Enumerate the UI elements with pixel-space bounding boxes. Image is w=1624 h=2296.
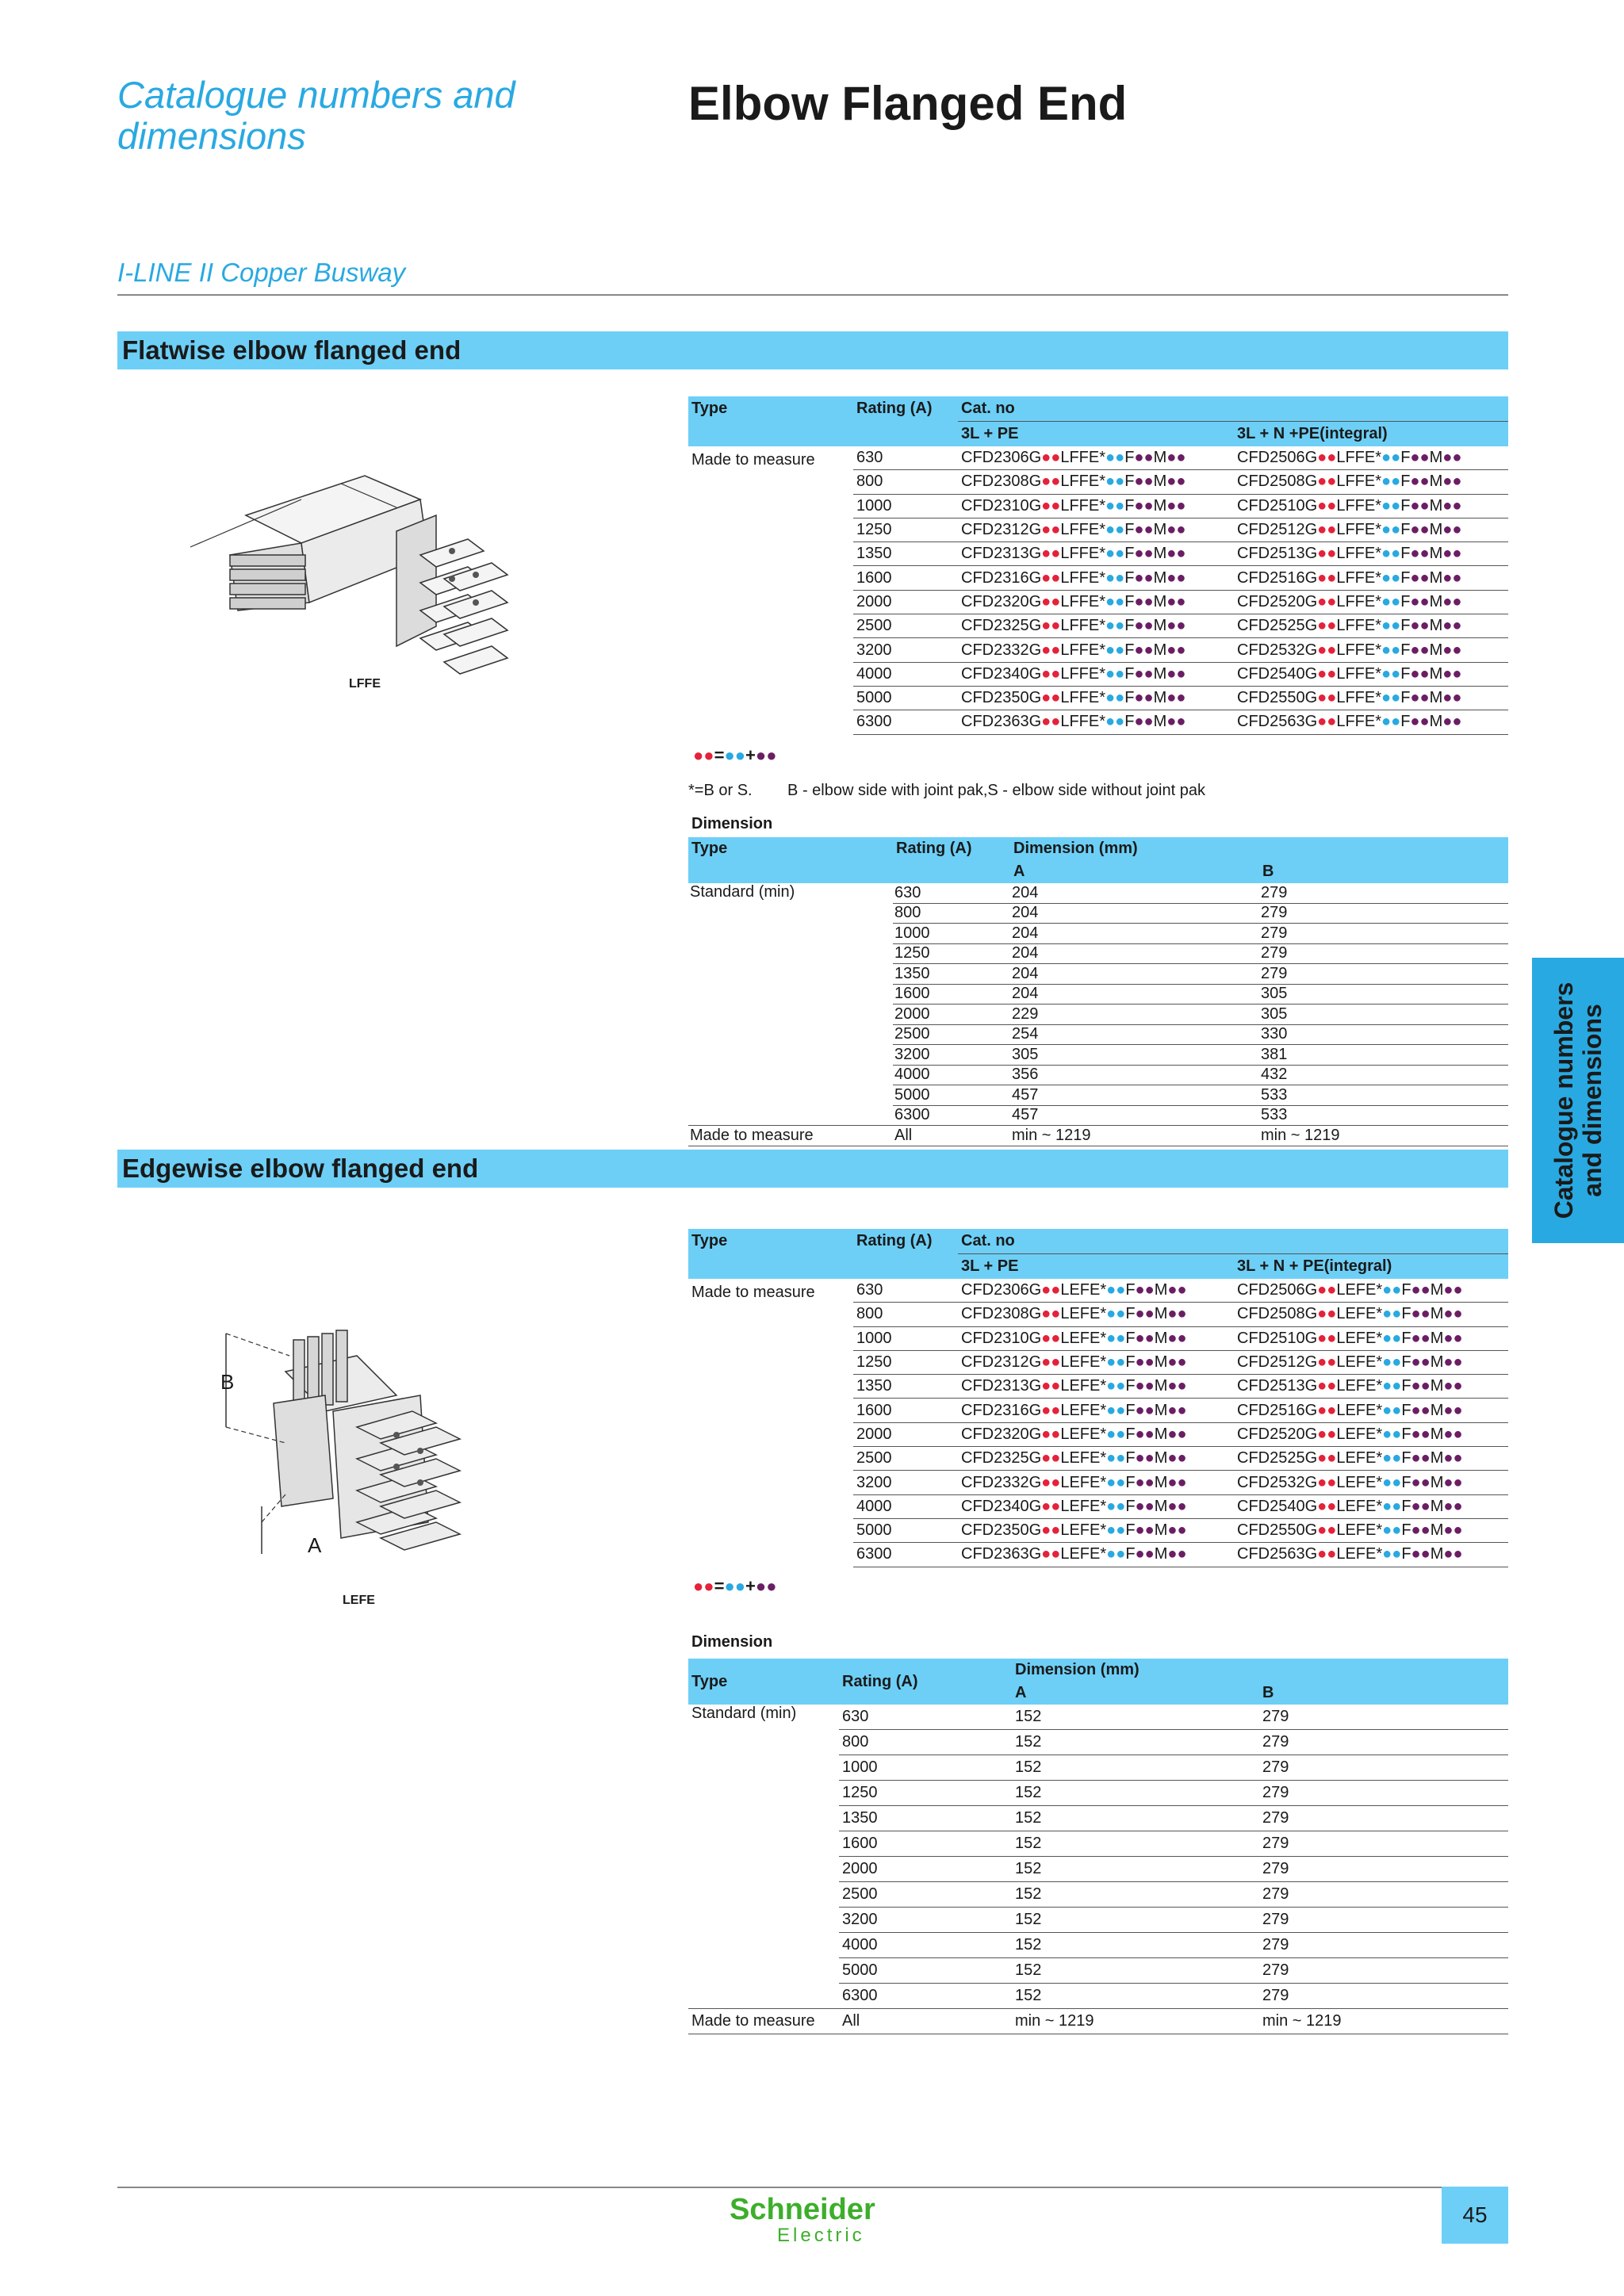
edgewise-elbow-drawing [214, 1324, 508, 1586]
rating-cell: 800 [853, 1303, 958, 1326]
rating-cell: 1600 [893, 984, 1010, 1004]
dim-a-cell: min ~ 1219 [1012, 2009, 1259, 2034]
dim-b-cell: 330 [1259, 1024, 1508, 1045]
rating-cell: 1000 [893, 924, 1010, 944]
catno-3l-pe-cell: CFD2320G●●LFFE*●●F●●M●● [958, 590, 1234, 614]
rating-cell: 4000 [893, 1065, 1010, 1085]
rating-cell: 800 [853, 470, 958, 494]
edgewise-catalogue-table: Type Rating (A) Cat. no 3L + PE 3L + N + PE(integral) Made to measure 630 CFD2306G●●LEFE*●●F●●M●● CFD2506G●●LEFE*●●F●●M●● 800 CFD2308G●●LEFE*●●F●●M●● CFD2508G●●LEFE*●●F●●M●● 1000 CFD2310G●●LEFE*●●F●●M●● CFD2510G●●LEFE*●●F●●M●● 1250 CFD2312G●●LEFE*●●F●●M●● CFD2512G●●LEFE*●●F●●M●● 1350 CFD2313G●●LEFE*●●F●●M●● CFD2513G●●LEFE*●●F●●M●● 1600 CFD2316G●●LEFE*●●F●●M●● CFD2516G●●LEFE*●●F●●M●● 2000 CFD2320G●●LEFE*●●F●●M●● CFD2520G●●LEFE*●●F●●M●● 2500 CFD2325G●●LEFE*●●F●●M●● CFD2525G●●LEFE*●●F●●M●● 3200 CFD2332G●●LEFE*●●F●●M●● CFD2532G●●LEFE*●●F●●M●● 4000 CFD2340G●●LEFE*●●F●●M●● CFD2540G●●LEFE*●●F●●M●● 5000 CFD2350G●●LEFE*●●F●●M●● CFD2550G●●LEFE*●●F●●M●● 6300 CFD2363G●●LEFE*●●F●●M●● CFD2563G●●LEFE*●●F●●M●● [688, 1229, 1508, 1567]
rating-cell: 630 [853, 446, 958, 470]
dim-b-cell: 432 [1259, 1065, 1508, 1085]
catno-3l-pe-cell: CFD2310G●●LFFE*●●F●●M●● [958, 494, 1234, 518]
catno-3l-pe-cell: CFD2313G●●LEFE*●●F●●M●● [958, 1375, 1234, 1399]
catno-3l-n-pe-cell: CFD2510G●●LFFE*●●F●●M●● [1234, 494, 1508, 518]
col-header-3l-pe: 3L + PE [958, 422, 1234, 447]
flatwise-catalogue-table [688, 396, 1508, 735]
catno-3l-pe-cell: CFD2332G●●LFFE*●●F●●M●● [958, 638, 1234, 662]
rating-cell: 800 [839, 1730, 1012, 1755]
dim-a-cell: 204 [1010, 943, 1259, 964]
catno-3l-n-pe-cell: CFD2512G●●LFFE*●●F●●M●● [1234, 518, 1508, 541]
rating-cell: 6300 [853, 710, 958, 734]
type-cell: Made to measure [691, 451, 815, 469]
section-title: Catalogue numbers and dimensions [117, 74, 515, 157]
dim-b-cell: min ~ 1219 [1259, 1126, 1508, 1146]
catno-3l-n-pe-cell: CFD2510G●●LEFE*●●F●●M●● [1234, 1326, 1508, 1350]
table-row [688, 883, 1508, 903]
catno-3l-n-pe-cell: CFD2550G●●LEFE*●●F●●M●● [1234, 1518, 1508, 1542]
dim-b-cell: 279 [1259, 1781, 1508, 1806]
catno-3l-n-pe-cell: CFD2550G●●LFFE*●●F●●M●● [1234, 686, 1508, 710]
catno-3l-pe-cell: CFD2316G●●LEFE*●●F●●M●● [958, 1399, 1234, 1422]
catno-3l-n-pe-cell: CFD2506G●●LEFE*●●F●●M●● [1234, 1279, 1508, 1303]
catno-3l-pe-cell: CFD2332G●●LEFE*●●F●●M●● [958, 1471, 1234, 1494]
rating-cell: 1250 [893, 943, 1010, 964]
catno-3l-n-pe-cell: CFD2520G●●LFFE*●●F●●M●● [1234, 590, 1508, 614]
dim-a-cell: 254 [1010, 1024, 1259, 1045]
rating-cell: 5000 [853, 1518, 958, 1542]
rating-cell: 1250 [839, 1781, 1012, 1806]
catno-3l-n-pe-cell: CFD2540G●●LEFE*●●F●●M●● [1234, 1494, 1508, 1518]
catno-3l-pe-cell: CFD2312G●●LEFE*●●F●●M●● [958, 1350, 1234, 1374]
dim-a-cell: 204 [1010, 984, 1259, 1004]
catno-3l-n-pe-cell: CFD2508G●●LEFE*●●F●●M●● [1234, 1303, 1508, 1326]
rating-cell: 2500 [839, 1882, 1012, 1908]
dim-b-cell: 279 [1259, 883, 1508, 903]
rating-cell: 3200 [839, 1908, 1012, 1933]
rating-cell: 4000 [853, 1494, 958, 1518]
dim-a-cell: 152 [1012, 1882, 1259, 1908]
dim-b-cell: min ~ 1219 [1259, 2009, 1508, 2034]
dimension-label-edgewise: Dimension [691, 1633, 773, 1651]
rating-cell: 1600 [839, 1831, 1012, 1857]
divider [117, 294, 1508, 296]
figure-label-b: B [220, 1370, 235, 1394]
catno-3l-pe-cell: CFD2310G●●LEFE*●●F●●M●● [958, 1326, 1234, 1350]
dim-a-cell: 152 [1012, 1705, 1259, 1730]
dim-b-cell: 279 [1259, 924, 1508, 944]
flatwise-elbow-drawing [182, 468, 531, 706]
rating-cell: All [839, 2009, 1012, 2034]
dim-a-cell: 204 [1010, 903, 1259, 924]
series-title: I-LINE II Copper Busway [117, 258, 406, 287]
catno-3l-pe-cell: CFD2325G●●LFFE*●●F●●M●● [958, 614, 1234, 638]
rating-cell: 3200 [893, 1045, 1010, 1066]
catno-3l-n-pe-cell: CFD2512G●●LEFE*●●F●●M●● [1234, 1350, 1508, 1374]
catno-3l-pe-cell: CFD2363G●●LFFE*●●F●●M●● [958, 710, 1234, 734]
dim-a-cell: 204 [1010, 924, 1259, 944]
catno-3l-pe-cell: CFD2308G●●LFFE*●●F●●M●● [958, 470, 1234, 494]
note-b-or-s: *=B or S. B - elbow side with joint pak,S - elbow side without joint pak [688, 782, 1205, 799]
page-title: Elbow Flanged End [688, 77, 1128, 130]
section-heading-edgewise: Edgewise elbow flanged end [117, 1150, 1508, 1188]
rating-cell: 1000 [839, 1755, 1012, 1781]
rating-cell: 4000 [853, 662, 958, 686]
catno-3l-pe-cell: CFD2312G●●LFFE*●●F●●M●● [958, 518, 1234, 541]
dim-a-cell: 457 [1010, 1105, 1259, 1126]
catno-3l-pe-cell: CFD2340G●●LFFE*●●F●●M●● [958, 662, 1234, 686]
catno-3l-pe-cell: CFD2363G●●LEFE*●●F●●M●● [958, 1543, 1234, 1567]
dim-a-cell: min ~ 1219 [1010, 1126, 1259, 1146]
catno-3l-n-pe-cell: CFD2525G●●LEFE*●●F●●M●● [1234, 1447, 1508, 1471]
rating-cell: 5000 [839, 1958, 1012, 1984]
rating-cell: 2000 [893, 1004, 1010, 1025]
catno-3l-pe-cell: CFD2306G●●LFFE*●●F●●M●● [958, 446, 1234, 470]
dim-b-cell: 533 [1259, 1105, 1508, 1126]
dim-b-cell: 279 [1259, 1806, 1508, 1831]
catno-3l-pe-cell: CFD2313G●●LFFE*●●F●●M●● [958, 542, 1234, 566]
dim-a-cell: 152 [1012, 1908, 1259, 1933]
catno-3l-n-pe-cell: CFD2563G●●LEFE*●●F●●M●● [1234, 1543, 1508, 1567]
col-header-3l-n-pe: 3L + N +PE(integral) [1234, 422, 1508, 447]
rating-cell: 2000 [839, 1857, 1012, 1882]
catno-3l-pe-cell: CFD2316G●●LFFE*●●F●●M●● [958, 566, 1234, 590]
rating-cell: 1000 [853, 1326, 958, 1350]
rating-cell: 2000 [853, 590, 958, 614]
rating-cell: 1350 [839, 1806, 1012, 1831]
dim-b-cell: 305 [1259, 984, 1508, 1004]
table-row [688, 1126, 1508, 1146]
figure-label-a: A [308, 1533, 322, 1557]
dim-a-cell: 152 [1012, 1730, 1259, 1755]
code-legend: ●●=●●+●● [693, 745, 777, 765]
rating-cell: 1350 [853, 1375, 958, 1399]
rating-cell: 630 [839, 1705, 1012, 1730]
dim-a-cell: 152 [1012, 1933, 1259, 1958]
rating-cell: 2500 [853, 614, 958, 638]
catno-3l-n-pe-cell: CFD2513G●●LEFE*●●F●●M●● [1234, 1375, 1508, 1399]
dim-b-cell: 279 [1259, 1831, 1508, 1857]
code-legend-edgewise: ●●=●●+●● [693, 1576, 777, 1596]
catno-3l-n-pe-cell: CFD2532G●●LEFE*●●F●●M●● [1234, 1471, 1508, 1494]
rating-cell: 630 [853, 1279, 958, 1303]
dim-a-cell: 204 [1010, 883, 1259, 903]
table-row [688, 1705, 1508, 1730]
dim-a-cell: 152 [1012, 1984, 1259, 2009]
dim-b-cell: 279 [1259, 943, 1508, 964]
edgewise-dimension-table: Type Rating (A) Dimension (mm) A B Standard (min) 630 152 279 800 152 279 1000 152 279 1250 152 279 1350 152 279 1600 152 279 2000 152 279 2500 152 279 3200 152 279 4000 152 279 5000 152 279 6300 152 279 Made to measure All min ~ 1219 min ~ 1219 [688, 1659, 1508, 2034]
dim-a-cell: 152 [1012, 1958, 1259, 1984]
catno-3l-pe-cell: CFD2350G●●LFFE*●●F●●M●● [958, 686, 1234, 710]
catno-3l-n-pe-cell: CFD2563G●●LFFE*●●F●●M●● [1234, 710, 1508, 734]
type-cell: Made to measure [688, 1126, 893, 1146]
dim-a-cell: 152 [1012, 1781, 1259, 1806]
catno-3l-pe-cell: CFD2306G●●LEFE*●●F●●M●● [958, 1279, 1234, 1303]
page-number: 45 [1442, 2187, 1508, 2244]
catno-3l-n-pe-cell: CFD2506G●●LFFE*●●F●●M●● [1234, 446, 1508, 470]
dim-b-cell: 279 [1259, 1705, 1508, 1730]
dim-a-cell: 152 [1012, 1755, 1259, 1781]
rating-cell: 800 [893, 903, 1010, 924]
catno-3l-n-pe-cell: CFD2516G●●LEFE*●●F●●M●● [1234, 1399, 1508, 1422]
rating-cell: 3200 [853, 638, 958, 662]
dim-a-cell: 152 [1012, 1806, 1259, 1831]
type-cell: Made to measure [688, 2009, 839, 2034]
dim-b-cell: 533 [1259, 1085, 1508, 1106]
rating-cell: 630 [893, 883, 1010, 903]
schneider-logo: Schneider Electric [730, 2193, 875, 2246]
dim-a-cell: 204 [1010, 964, 1259, 985]
rating-cell: All [893, 1126, 1010, 1146]
type-cell: Standard (min) [690, 883, 795, 901]
figure-caption-lffe: LFFE [349, 677, 381, 691]
catno-3l-pe-cell: CFD2325G●●LEFE*●●F●●M●● [958, 1447, 1234, 1471]
col-header-type: Type [688, 396, 853, 446]
catno-3l-pe-cell: CFD2320G●●LEFE*●●F●●M●● [958, 1422, 1234, 1446]
rating-cell: 2500 [893, 1024, 1010, 1045]
dim-b-cell: 279 [1259, 964, 1508, 985]
dim-b-cell: 305 [1259, 1004, 1508, 1025]
dimension-label: Dimension [691, 815, 773, 832]
col-header-catno: Cat. no [958, 396, 1508, 422]
dim-a-cell: 152 [1012, 1831, 1259, 1857]
dim-a-cell: 356 [1010, 1065, 1259, 1085]
dim-b-cell: 279 [1259, 1908, 1508, 1933]
rating-cell: 1250 [853, 518, 958, 541]
catno-3l-n-pe-cell: CFD2540G●●LFFE*●●F●●M●● [1234, 662, 1508, 686]
figure-caption-lefe: LEFE [343, 1594, 375, 1607]
type-cell: Made to measure [691, 1284, 815, 1301]
table-row [688, 2009, 1508, 2034]
catno-3l-n-pe-cell: CFD2525G●●LFFE*●●F●●M●● [1234, 614, 1508, 638]
flatwise-dimension-table: Type Rating (A) Dimension (mm) A B Standard (min) 630 204 279 800 204 279 1000 204 279 1250 204 279 1350 204 279 1600 204 305 2000 229 305 2500 254 330 3200 305 381 4000 356 432 5000 457 533 6300 457 533 Made to measure All min ~ 1219 min ~ 1219 [688, 837, 1508, 1146]
dim-b-cell: 279 [1259, 1933, 1508, 1958]
table-row [688, 1279, 1508, 1303]
dim-b-cell: 381 [1259, 1045, 1508, 1066]
rating-cell: 1600 [853, 1399, 958, 1422]
rating-cell: 1350 [893, 964, 1010, 985]
rating-cell: 1350 [853, 542, 958, 566]
catno-3l-n-pe-cell: CFD2516G●●LFFE*●●F●●M●● [1234, 566, 1508, 590]
rating-cell: 5000 [893, 1085, 1010, 1106]
footer-divider [117, 2187, 1508, 2188]
dim-b-cell: 279 [1259, 1730, 1508, 1755]
dim-a-cell: 457 [1010, 1085, 1259, 1106]
rating-cell: 3200 [853, 1471, 958, 1494]
table-row [688, 446, 1508, 470]
catno-3l-pe-cell: CFD2308G●●LEFE*●●F●●M●● [958, 1303, 1234, 1326]
dim-b-cell: 279 [1259, 1755, 1508, 1781]
side-tab: Catalogue numbers and dimensions [1532, 958, 1624, 1243]
rating-cell: 4000 [839, 1933, 1012, 1958]
dim-a-cell: 152 [1012, 1857, 1259, 1882]
dim-b-cell: 279 [1259, 1984, 1508, 2009]
dim-b-cell: 279 [1259, 903, 1508, 924]
rating-cell: 1000 [853, 494, 958, 518]
rating-cell: 6300 [853, 1543, 958, 1567]
rating-cell: 2000 [853, 1422, 958, 1446]
col-header-rating: Rating (A) [853, 396, 958, 446]
rating-cell: 6300 [839, 1984, 1012, 2009]
rating-cell: 5000 [853, 686, 958, 710]
rating-cell: 2500 [853, 1447, 958, 1471]
type-cell: Standard (min) [691, 1705, 797, 1722]
catno-3l-pe-cell: CFD2340G●●LEFE*●●F●●M●● [958, 1494, 1234, 1518]
dim-b-cell: 279 [1259, 1882, 1508, 1908]
dim-b-cell: 279 [1259, 1857, 1508, 1882]
rating-cell: 1600 [853, 566, 958, 590]
section-heading-flatwise: Flatwise elbow flanged end [117, 331, 1508, 369]
catno-3l-n-pe-cell: CFD2513G●●LFFE*●●F●●M●● [1234, 542, 1508, 566]
catno-3l-pe-cell: CFD2350G●●LEFE*●●F●●M●● [958, 1518, 1234, 1542]
catno-3l-n-pe-cell: CFD2520G●●LEFE*●●F●●M●● [1234, 1422, 1508, 1446]
catno-3l-n-pe-cell: CFD2508G●●LFFE*●●F●●M●● [1234, 470, 1508, 494]
dim-a-cell: 229 [1010, 1004, 1259, 1025]
catno-3l-n-pe-cell: CFD2532G●●LFFE*●●F●●M●● [1234, 638, 1508, 662]
dim-a-cell: 305 [1010, 1045, 1259, 1066]
rating-cell: 1250 [853, 1350, 958, 1374]
rating-cell: 6300 [893, 1105, 1010, 1126]
dim-b-cell: 279 [1259, 1958, 1508, 1984]
